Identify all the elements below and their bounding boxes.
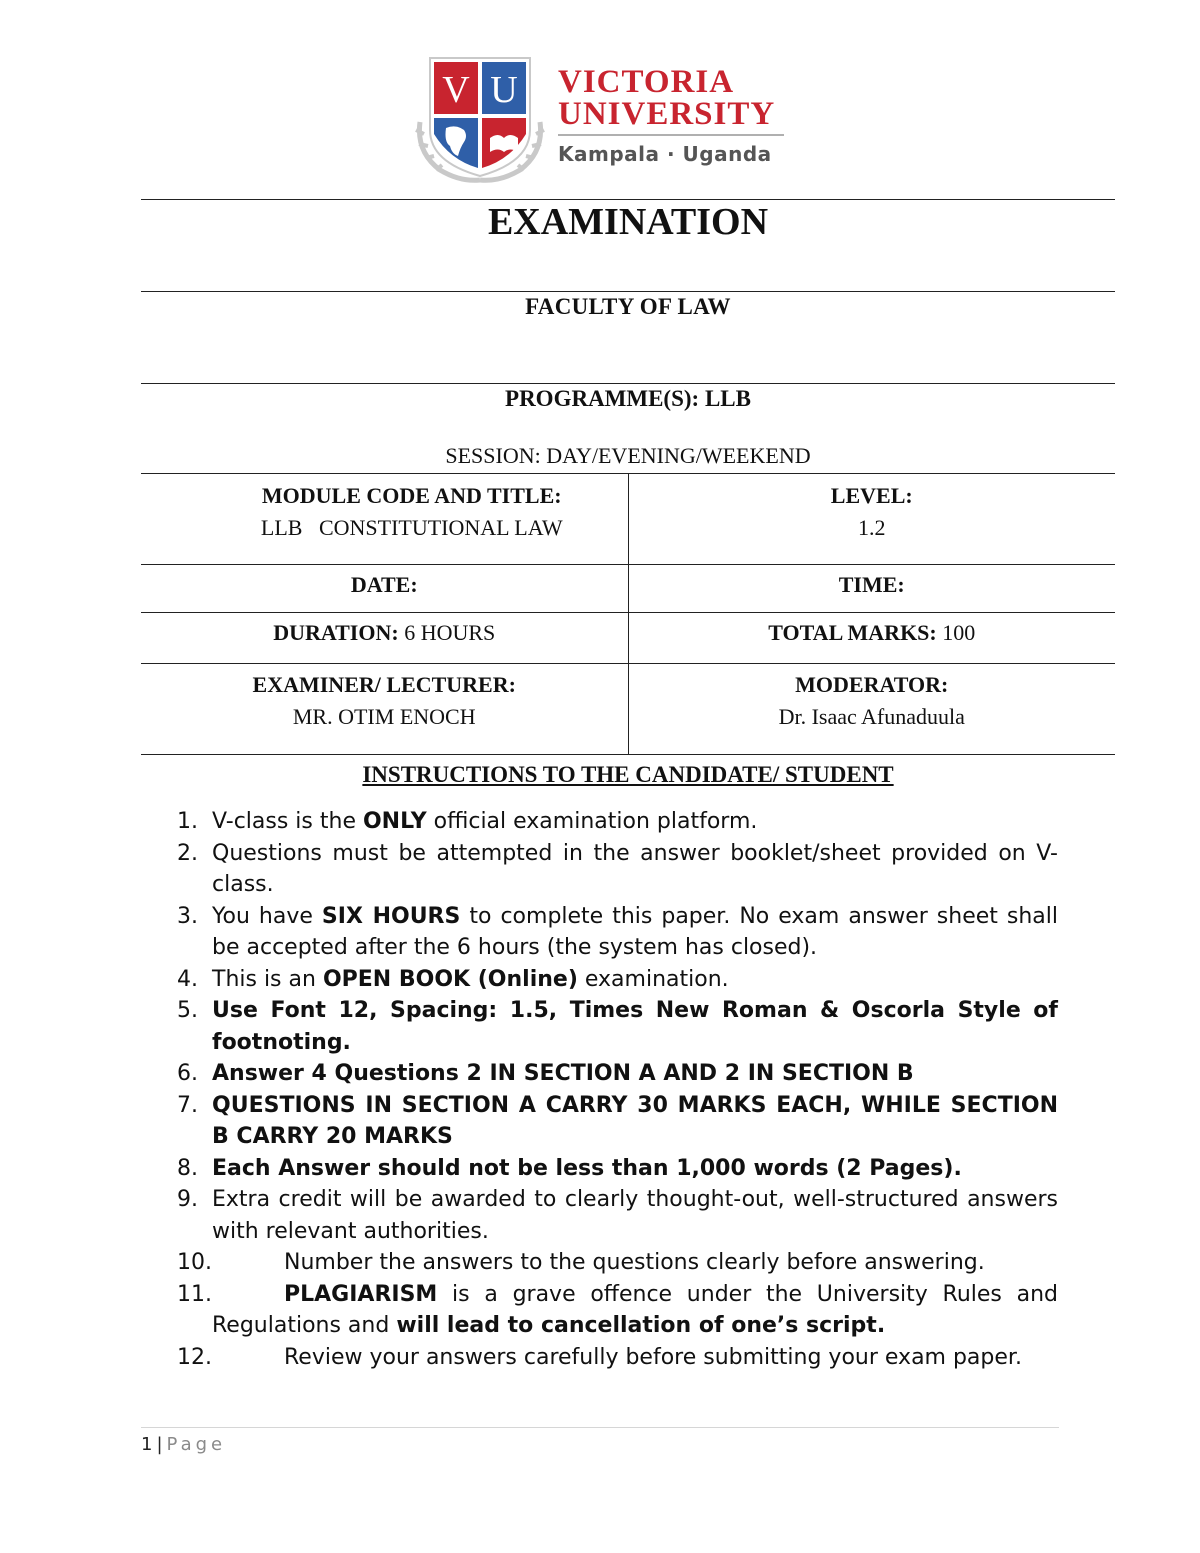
plain-text: You have bbox=[212, 903, 322, 929]
divider bbox=[141, 291, 1115, 292]
logo-divider bbox=[558, 134, 784, 136]
emphasis-text: ONLY bbox=[362, 809, 427, 834]
table-row bbox=[141, 613, 1115, 664]
level-cell bbox=[628, 474, 1115, 565]
list-item bbox=[0, 1058, 1200, 1090]
list-item bbox=[0, 964, 1200, 996]
emphasis-text: SIX HOURS bbox=[321, 903, 461, 929]
plain-text: V-class is the bbox=[212, 809, 363, 834]
module-value: LLB CONSTITUTIONAL LAW bbox=[260, 515, 563, 540]
programme-value: LLB bbox=[704, 386, 751, 411]
list-item-text bbox=[212, 901, 1058, 964]
list-item-number: 4. bbox=[177, 966, 198, 992]
level-value: 1.2 bbox=[858, 515, 886, 540]
plain-text: Number the answers to the questions clearly before answering. bbox=[284, 1250, 985, 1275]
emphasis-text: Each Answer should not be less than 1,000 words (2 Pages). bbox=[212, 1155, 962, 1181]
logo-location: Kampala · Uganda bbox=[558, 142, 772, 166]
list-item-text bbox=[212, 1279, 1058, 1342]
list-item-text bbox=[212, 1247, 1058, 1279]
list-item bbox=[0, 995, 1200, 1058]
table-row bbox=[141, 664, 1115, 755]
list-item-number: 1. bbox=[177, 809, 198, 834]
examiner-cell bbox=[141, 664, 628, 755]
table-row bbox=[141, 565, 1115, 613]
total-marks-value: 100 bbox=[942, 620, 976, 645]
list-item-number: 10. bbox=[177, 1250, 212, 1275]
programme-label: PROGRAMME(S): bbox=[505, 386, 700, 411]
emphasis-text: PLAGIARISM bbox=[284, 1281, 438, 1307]
plain-text: examination. bbox=[577, 966, 729, 992]
list-item-number: 5. bbox=[177, 998, 198, 1023]
logo-name-line2: UNIVERSITY bbox=[558, 96, 776, 132]
university-crest-icon bbox=[410, 52, 550, 184]
moderator-label: MODERATOR: bbox=[795, 672, 949, 697]
list-item bbox=[0, 806, 1200, 838]
list-item bbox=[0, 1247, 1200, 1279]
duration-value: 6 HOURS bbox=[404, 620, 496, 645]
list-item bbox=[0, 1153, 1200, 1185]
programme-line bbox=[141, 386, 1115, 412]
list-item bbox=[0, 1184, 1200, 1247]
emphasis-text: OPEN BOOK (Online) bbox=[322, 966, 578, 992]
emphasis-text: will lead to cancellation of one’s script. bbox=[396, 1313, 886, 1338]
list-item-text bbox=[212, 964, 1058, 996]
module-cell bbox=[141, 474, 628, 565]
list-item-number: 7. bbox=[177, 1092, 198, 1118]
exam-info-table bbox=[141, 473, 1115, 755]
plain-text: official examination platform. bbox=[426, 809, 758, 834]
duration-label: DURATION: bbox=[273, 620, 399, 645]
examiner-label: EXAMINER/ LECTURER: bbox=[252, 672, 516, 697]
list-item bbox=[0, 901, 1200, 964]
footer-separator: | bbox=[156, 1434, 163, 1455]
list-item-text bbox=[212, 838, 1058, 901]
list-item bbox=[0, 838, 1200, 901]
list-item bbox=[0, 1279, 1200, 1342]
list-item-text bbox=[212, 1058, 1058, 1090]
list-item-number: 3. bbox=[177, 903, 198, 929]
list-item bbox=[0, 1342, 1200, 1374]
page-number: 1 bbox=[141, 1434, 153, 1455]
badge-letter-v: V bbox=[442, 69, 470, 111]
instructions-list bbox=[0, 806, 1200, 1373]
plain-text: Questions must be attempted in the answer booklet/sheet provided on V-class. bbox=[212, 840, 1058, 897]
list-item-number: 8. bbox=[177, 1155, 198, 1181]
plain-text: This is an bbox=[212, 966, 323, 992]
badge-letter-u: U bbox=[490, 69, 518, 111]
logo-name-line1: VICTORIA bbox=[558, 64, 735, 100]
date-label: DATE: bbox=[350, 572, 418, 597]
emphasis-text: Answer 4 Questions 2 IN SECTION A AND 2 IN SECTION B bbox=[212, 1061, 914, 1086]
table-row bbox=[141, 474, 1115, 565]
list-item-text bbox=[212, 995, 1058, 1058]
plain-text: to complete this paper. No exam answer sheet shall be accepted after the 6 hours (the system has closed). bbox=[212, 903, 1059, 960]
level-label: LEVEL: bbox=[830, 483, 913, 508]
list-item bbox=[0, 1090, 1200, 1153]
examiner-value: MR. OTIM ENOCH bbox=[292, 704, 476, 729]
module-label: MODULE CODE AND TITLE: bbox=[261, 483, 562, 508]
plain-text: Review your answers carefully before submitting your exam paper. bbox=[284, 1344, 1022, 1370]
list-item-text bbox=[212, 1342, 1058, 1374]
page-footer bbox=[141, 1434, 226, 1455]
moderator-cell bbox=[628, 664, 1115, 755]
list-item-number: 11. bbox=[177, 1281, 212, 1307]
moderator-value: Dr. Isaac Afunaduula bbox=[778, 704, 965, 729]
list-item-text bbox=[212, 806, 1058, 838]
duration-cell bbox=[141, 613, 628, 664]
session-line: SESSION: DAY/EVENING/WEEKEND bbox=[445, 443, 811, 468]
page-title: EXAMINATION bbox=[487, 201, 769, 243]
footer-divider bbox=[141, 1427, 1059, 1428]
list-item-number: 9. bbox=[177, 1187, 198, 1212]
university-logo bbox=[410, 52, 800, 184]
divider bbox=[141, 383, 1115, 384]
list-item-number: 2. bbox=[177, 840, 198, 866]
list-item-number: 12. bbox=[177, 1344, 212, 1370]
time-cell bbox=[628, 565, 1115, 613]
plain-text: is a grave offence under the University Rules and Regulations and bbox=[212, 1281, 1058, 1338]
page-label: Page bbox=[166, 1434, 227, 1455]
emphasis-text: QUESTIONS IN SECTION A CARRY 30 MARKS EACH, WHILE SECTION B CARRY 20 MARKS bbox=[212, 1092, 1058, 1149]
total-marks-label: TOTAL MARKS: bbox=[768, 620, 937, 645]
list-item-text bbox=[212, 1184, 1058, 1247]
list-item-text bbox=[212, 1153, 1058, 1185]
list-item-text bbox=[212, 1090, 1058, 1153]
date-cell bbox=[141, 565, 628, 613]
faculty-name: FACULTY OF LAW bbox=[525, 294, 731, 319]
emphasis-text: Use Font 12, Spacing: 1.5, Times New Roman & Oscorla Style of footnoting. bbox=[212, 998, 1058, 1055]
time-label: TIME: bbox=[838, 572, 905, 597]
plain-text: Extra credit will be awarded to clearly thought-out, well-structured answers with relevant authorities. bbox=[212, 1187, 1058, 1244]
total-marks-cell bbox=[628, 613, 1115, 664]
instructions-heading: INSTRUCTIONS TO THE CANDIDATE/ STUDENT bbox=[362, 762, 894, 787]
list-item-number: 6. bbox=[177, 1061, 198, 1086]
